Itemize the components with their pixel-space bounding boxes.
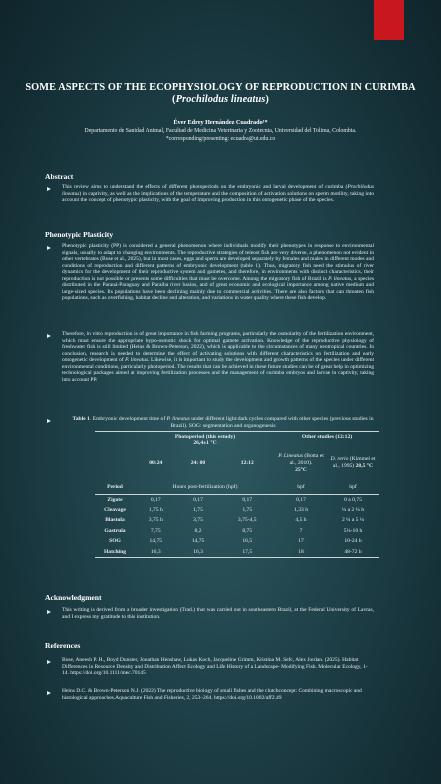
pp-paragraph-2: Therefore, in vitro reproduction is of great importance in fish farming programs, particularly the osmolarity of the fertilization environment, which must ensure the appropriate hypo-osmotic shock for optimal gamete activation. Knowledge of the reproductive physiology of freshwater fish is still limited (Heins & Brown-Peterson, 2022), which is applicable to the circumstances of many neotropical countries. In conclusion, research is needed to determine the effect of activating solutions with different characteristics on fertilization and early ontogenetic development of P. lineatus. Likewise, it is important to study the development and growth patterns of the species under different environmental conditions, particularly photoperiod. The results that can be achieved in these future studies can be of great help in optimizing technological packages aimed at improving fertilization processes and the management of curimba embryos and larvae in captivity, taking into account PP. bbox=[62, 331, 374, 383]
hours-label: Hours post-fertilization (hpf) bbox=[172, 483, 238, 490]
table-row: Hatching 16,3 16,3 17,5 18 48-72 h bbox=[95, 547, 379, 558]
bullet-icon bbox=[47, 334, 51, 338]
reference-1: Bose, Aneesh P. H., Boyd Dunster, Jonathan Henshaw, Lukas Koch, Jacqueline Grimm, Kristina M. Sefc, Alex Jordan. (2025). Habitat Differences in Resource Density and Distribution Affect Ecology and Life History of a Landscape- Modifying Fish. Molecular Ecology, 1-14. https://doi.org/10.1111/mec.70145 bbox=[62, 657, 368, 676]
table-caption: Table 1. Embryonic development time of P. lineatus under different light:dark cycles compared with other species (previous studies in Brazil). SOG: segmentation and organogenesis bbox=[72, 416, 374, 429]
table-row: Zigote 0,17 0,17 0,17 0,17 0 a 0,75 bbox=[95, 494, 379, 505]
col-header: 24: 00 bbox=[190, 460, 206, 466]
acknowledgment-text: This writing is derived from a broader investigation (Trad.) that was carried out in southeastern Brazil, at the Federal University of Lavras, and I express my gratitude to this institution. bbox=[62, 607, 374, 620]
col-header-kimmel: D. rerio (Kimmel et al., 1995) 28,5 °C bbox=[330, 456, 376, 469]
reference-2: Heins D.C. & Brown-Peterson N.J. (2022) The reproductive biology of small fishes and the clutchconcept: Combining macroscopic and histological approaches.Aquaculture Fish and Fisheries, 2, 253–264. https://doi.org/10.1002/aff2.49 bbox=[62, 688, 362, 701]
col-header: 12:12 bbox=[240, 460, 254, 466]
references-heading: References bbox=[45, 641, 81, 650]
bullet-icon bbox=[47, 610, 51, 614]
author: Éver Edrey Hernández Cuadrado¹* bbox=[173, 119, 268, 126]
pp-paragraph-1: Phenotypic plasticity (PP) is considered a general phenomenon where individuals modify their phenotypes in response to environmental signals, usually to adapt to changing environments. The reproductive strategies of teleost fish are very diverse, a phenomenon not evident in other vertebrates (Bose et al., 2025), but in most cases, eggs and sperm are developed separately by females and males in different modes and conditions of reproduction and different patterns of embryonic development (table 1). Thus, migratory fish need the stimulus of river dynamics for the development of their reproductive system and gametes, and therefore, in environments with distinct characteristics, their reproduction is not possible or presents some difficulties that must be overcome. Among the migratory fish of Brazil is P. lineatus, a species distributed in the Paraná-Paraguay and Paraíba river basins, and of great economic and ecological importance among native medium and large-sized species. Its populations have been declining mainly due to commercial activities. There are also factors that can threaten fish populations, such as overfishing, habitat decline and alteration, and variations in water quality where these fish develop. bbox=[62, 243, 374, 301]
table-row: SOG 14,75 14,75 16,5 17 10-24 h bbox=[109, 538, 362, 545]
period-label: Period bbox=[107, 483, 123, 490]
header-red-bar bbox=[374, 0, 404, 40]
photoperiod-header: Photoperiod (this estudy) 26,4±1 °C bbox=[174, 434, 236, 446]
table-row: Gastrula 7,75 8,2 8,75 7 5¼-10 h bbox=[104, 527, 363, 534]
col-header-botta: P. Lineatus (Botta et al., 2010). 25°C bbox=[278, 452, 324, 473]
table-row: Cleavage 1,75 h 1,75 1,75 1,33 h ¼ a 2 ¼ h bbox=[104, 506, 365, 513]
affiliation: Departamento de Sanidad Animal, Facultad de Medicina Veterinaria y Zootecnia, Universidad del Tolima, Colombia. *corresponding/presenting: ecuadra@ut.edu.co bbox=[84, 128, 357, 142]
bullet-icon bbox=[47, 660, 51, 664]
bullet-icon bbox=[47, 419, 51, 423]
bullet-icon bbox=[47, 691, 51, 695]
abstract-text: This review aims to understand the effects of different photoperiods on the embryonic and larval development of curimba (Prochilodus lineatus) in captivity, as well as the implications of the temperature and the composition of activation solutions on sperm motility, taking into account the concept of phenotypic plasticity, with the goal of improving production in this ontogenetic phase of the species. bbox=[62, 184, 374, 203]
bullet-icon bbox=[47, 187, 51, 191]
abstract-heading: Abstract bbox=[45, 172, 74, 181]
table-row: Blastula 3,75 h 3,75 3,75-4,5 4,5 h 2 ¼ a 5 ¼ bbox=[105, 517, 365, 524]
acknowledgment-heading: Acknowledgment bbox=[45, 593, 102, 602]
other-studies-header: Other studies (12:12) bbox=[301, 434, 353, 440]
col-header: 00:24 bbox=[149, 460, 163, 466]
phenotypic-plasticity-heading: Phenotypic Plasticity bbox=[45, 230, 114, 239]
bullet-icon bbox=[47, 246, 51, 250]
embryonic-development-table: Photoperiod (this estudy) 26,4±1 °C Other studies (12:12) 00:24 24: 00 12:12 P. Lineatus (Botta et al., 2010). 25°C D. rerio (Kimmel et al., 1995) 28,5 °C Period Hours post-fertilization (hpf) hpf hpf Zigote 0,17 0,17 0,17 0,17 0 a 0,75 Cleavage 1,75 h 1,75 1,75 1,33 h ¼ a 2 ¼ h Blastula 3,75 h 3,75 3,75-4,5 4,5 h 2 ¼ a 5 ¼ Gastrula 7,75 8,2 8,75 7 5¼-10 h SOG 14,75 14,75 16,5 17 10-24 h Hatching 16,3 16,3 17,5 18 48-72 h bbox=[95, 431, 379, 558]
poster-title: SOME ASPECTS OF THE ECOPHYSIOLOGY OF REPRODUCTION IN CURIMBA (Prochilodus lineatus) bbox=[25, 82, 416, 105]
